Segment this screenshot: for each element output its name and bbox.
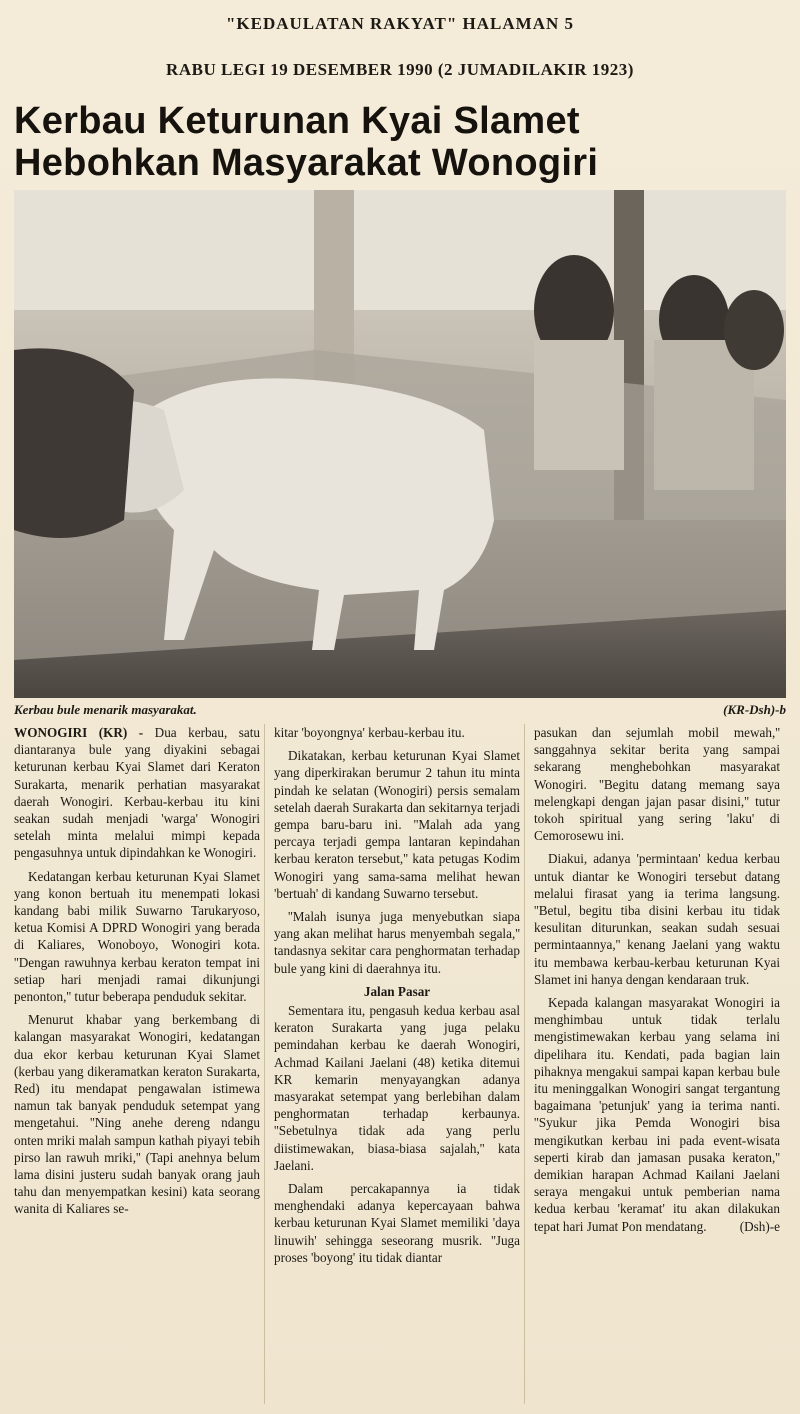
column-divider <box>264 724 265 1404</box>
photo-caption-bar <box>14 702 786 722</box>
buffalo-photo-illustration <box>14 190 786 698</box>
masthead: "KEDAULATAN RAKYAT" HALAMAN 5 <box>225 14 575 33</box>
photo-caption: Kerbau bule menarik masyarakat. <box>14 702 197 717</box>
article-column-1 <box>14 724 260 1224</box>
article-paragraph: WONOGIRI (KR) - Dua kerbau, satu diantaranya bule yang diyakini sebagai keturunan kerbau Kyai Slamet dari Keraton Surakarta, menarik perhatian masyarakat daerah Wonogiri. Kerbau-kerbau itu kini seakan sudah menjadi 'warga' Wonogiri setelah minta melalui mimpi kepada pengasuhnya untuk dipindahkan ke Wonogiri. <box>14 725 261 861</box>
article-subheading: Jalan Pasar <box>363 983 431 999</box>
column-divider <box>524 724 525 1404</box>
headline <box>14 100 794 184</box>
article-paragraph: kitar 'boyongnya' kerbau-kerbau itu. <box>274 725 465 740</box>
headline-line-2: Hebohkan Masyarakat Wonogiri <box>14 142 599 184</box>
article-paragraph: Dalam percakapannya ia tidak menghendaki adanya kepercayaan bahwa kerbau keturunan Kyai Slamet memiliki 'daya linuwih' sehingga seseorang musrik. ''Juga proses 'boyong' itu tidak diantar <box>274 1181 520 1265</box>
dateline: RABU LEGI 19 DESEMBER 1990 (2 JUMADILAKIR 1923) <box>166 60 634 79</box>
article-dateline: WONOGIRI (KR) - <box>14 725 144 740</box>
article-paragraph: ''Malah isunya juga menyebutkan siapa yang akan melihat harus menyembah segala,'' tandasnya sekitar cara penghormatan terhadap bule yang kini di daerahnya itu. <box>274 909 520 976</box>
news-photo <box>14 190 786 698</box>
article-paragraph: Menurut khabar yang berkembang di kalangan masyarakat Wonogiri, kedatangan dua ekor kerbau keturunan Kyai Slamet (kerbau yang dikeramatkan keraton Surakarta, Red) itu mendapat pengawalan istimewa namun tak banyak penduduk setempat yang mengetahui. ''Ning anehe dereng ndangu onten mriki malah sampun kathah piyayi tebih pirso lan rawuh mriki,'' (Tapi anehnya belum lama disini justeru sudah banyak orang jauh tahu dan menyempatkan kesini) kata seorang wanita di Kaliares se- <box>14 1012 260 1217</box>
article-column-3 <box>534 724 780 1241</box>
article-signoff: (Dsh)-e <box>739 1218 780 1234</box>
article-paragraph: Kepada kalangan masyarakat Wonogiri ia menghimbau untuk tidak terlalu mengistimewakan kerbau yang selama ini dipelihara itu. Kendati, pada bagian lain pihaknya mengakui sampai kapan kerbau bule itu meninggalkan Wonogiri sangat tergantung bagaimana 'petunjuk' yang ia terima nanti. ''Syukur jika Pemda Wonogiri bisa mengikutkan kerbau ini pada event-wisata seperti kirab dan jamasan pusaka keraton,'' demikian harapan Achmad Kailani Jaelani seraya mengakui untuk pemberian nama kedua kerbau 'keramat' itu akan dilakukan tepat hari Jumat Pon mendatang. (Dsh)-e <box>534 995 780 1234</box>
article-paragraph: Sementara itu, pengasuh kedua kerbau asal keraton Surakarta yang juga pelaku pemindahan kerbau ke daerah Wonogiri, Achmad Kailani Jaelani (48) ketika ditemui KR kemarin menyayangkan adanya masyarakat setempat yang berlebihan dalam penghormatan terhadap kerbaunya. ''Sebetulnya tidak ada yang perlu diistimewakan, biasa-biasa sajalah,'' kata Jaelani. <box>274 1003 520 1173</box>
photo-credit: (KR-Dsh)-b <box>723 702 786 717</box>
article-paragraph: Kedatangan kerbau keturunan Kyai Slamet yang konon bertuah itu menempati lokasi kandang babi milik Suwarno Tarukaryoso, ketua Komisi A DPRD Wonogiri yang berada di Kaliares, Wonoboyo, Wonogiri kota. ''Dengan rawuhnya kerbau keraton tempat ini setiap hari menjadi ramai dikunjungi penonton,'' tutur beberapa penduduk sekitar. <box>14 868 260 1005</box>
article-column-2 <box>274 724 520 1272</box>
headline-line-1: Kerbau Keturunan Kyai Slamet <box>14 100 580 142</box>
article-paragraph: Diakui, adanya 'permintaan' kedua kerbau untuk diantar ke Wonogiri tersebut datang melalui firasat yang ia terima langsung. ''Betul, begitu tiba disini kerbau itu tidak kesulitan diturunkan, seakan sudah sesuai permintaannya,'' kenang Jaelani yang waktu itu membawa kerbau-kerbau keturunan Kyai Slamet ini hanya dengan kendaraan truk. <box>534 851 780 987</box>
article-paragraph: pasukan dan sejumlah mobil mewah,'' sanggahnya sekitar berita yang sampai sekarang menghebohkan masyarakat Wonogiri. ''Begitu datang memang saya melengkapi dengan jajan pasar disini,'' tutur tokoh spiritual yang sering 'laku' di Cemorosewu ini. <box>534 725 780 844</box>
article-paragraph: Dikatakan, kerbau keturunan Kyai Slamet yang diperkirakan berumur 2 tahun itu minta pindah ke selatan (Wonogiri) persis semalam setelah daerah Surakarta dan sekitarnya terjadi gempa baru-baru ini. ''Malah ada yang percaya terjadi gempa lantaran kepindahan kerbau keraton tersebut,'' kata petugas Kodim Wonogiri yang sama-sama melihat hewan 'bertuah' di kandang Suwarno tersebut. <box>274 748 520 901</box>
